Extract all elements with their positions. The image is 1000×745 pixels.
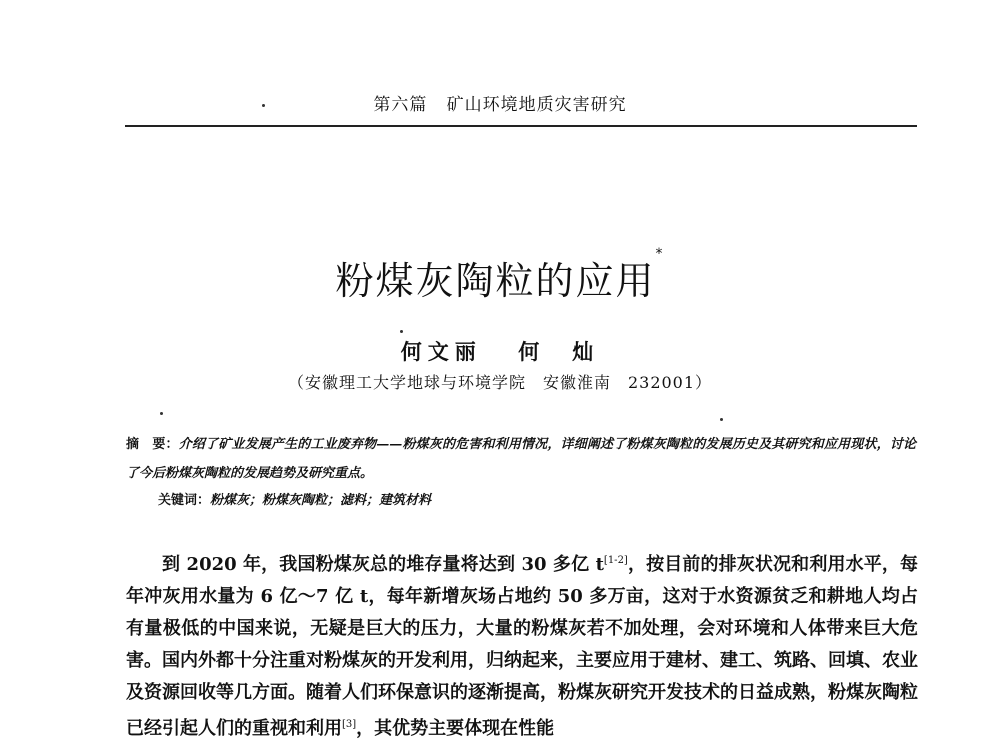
title-footnote-mark: * (655, 246, 665, 262)
header-rule (125, 125, 917, 127)
body-text-2: ，按目前的排灰状况和利用水平，每年冲灰用水量为 6 亿～7 亿 t，每年新增灰场占地约 50 多万亩，这对于水资源贫乏和耕地人均占有量极低的中国来说，无疑是巨大的压力，大量的粉煤灰若不加处理，会对环境和人体带来巨大危害。国内外都十分注重对粉煤灰的开发利用，归纳起来，主要应用于建材、建工、筑路、回填、农业及资源回收等几方面。随着人们环保意识的逐渐提高，粉煤灰研究开发技术的日益成熟，粉煤灰陶粒已经引起人们的重视和利用 (126, 554, 918, 739)
title-text: 粉煤灰陶粒的应用 (335, 259, 656, 303)
scan-speck (160, 412, 163, 415)
affiliation: （安徽理工大学地球与环境学院 安徽淮南 232001） (287, 373, 713, 392)
abstract-label: 摘 要： (126, 437, 179, 452)
body-paragraph (126, 545, 918, 745)
citation-2: [3] (342, 719, 357, 730)
keywords (158, 489, 431, 508)
author-list (0, 336, 1000, 366)
header-section: 第六篇 (373, 95, 428, 115)
scan-speck (400, 330, 403, 333)
header-subject: 矿山环境地质灾害研究 (446, 95, 627, 115)
author-1: 何文丽 (400, 339, 482, 364)
body-text-1: 到 2020 年，我国粉煤灰总的堆存量将达到 30 多亿 t (162, 554, 604, 575)
scan-speck (262, 104, 265, 107)
running-header (0, 90, 1000, 115)
keywords-label: 关键词： (158, 493, 211, 508)
citation-1: [1-2] (603, 555, 628, 566)
scan-speck (720, 418, 723, 421)
body-text-3: ，其优势主要体现在性能 (356, 718, 555, 739)
paper-title (0, 246, 1000, 305)
abstract-text: 介绍了矿业发展产生的工业废弃物——粉煤灰的危害和利用情况，详细阐述了粉煤灰陶粒的发展历史及其研究和应用现状，讨论了今后粉煤灰陶粒的发展趋势及研究重点。 (126, 437, 916, 481)
keywords-text: 粉煤灰；粉煤灰陶粒；滤料；建筑材料 (210, 493, 432, 508)
abstract (126, 430, 916, 488)
author-2: 何 灿 (518, 339, 600, 364)
